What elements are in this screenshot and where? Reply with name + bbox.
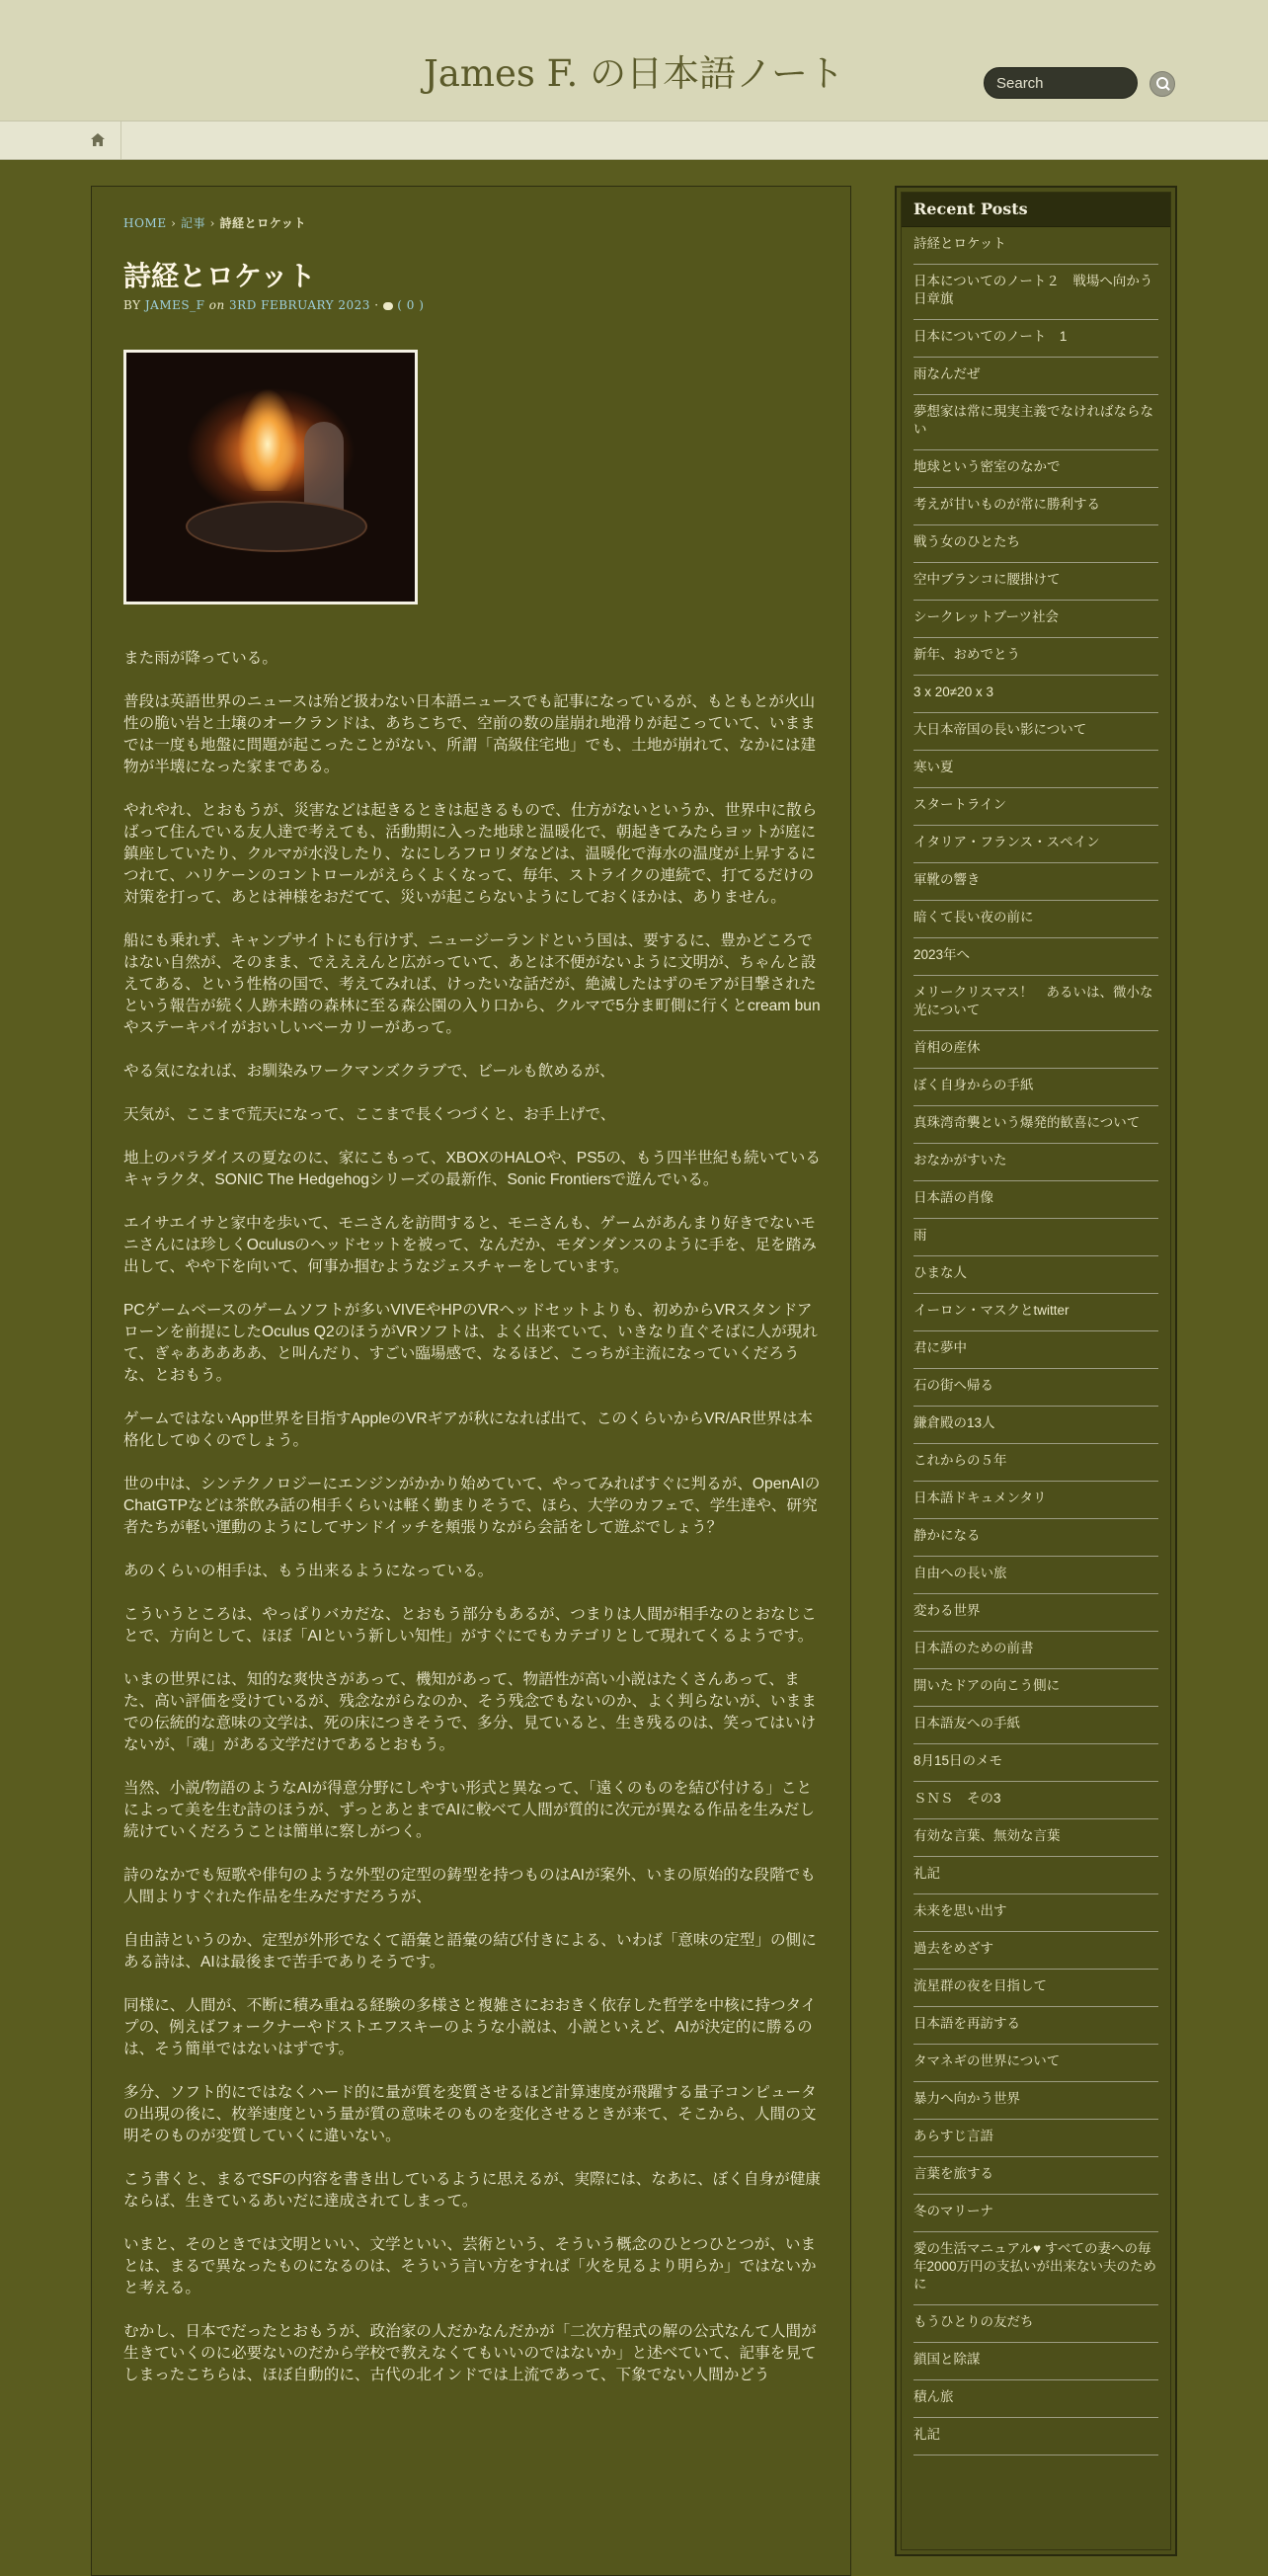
breadcrumb-current: 詩経とロケット [219, 216, 307, 230]
recent-post-link[interactable]: 3 x 20≠20 x 3 [913, 676, 1158, 713]
recent-post-link[interactable]: 日本語友への手紙 [913, 1707, 1158, 1744]
post-body [123, 648, 821, 2386]
magnifier-handle [1164, 85, 1170, 91]
recent-post-link[interactable]: ＳＮＳ その3 [913, 1782, 1158, 1819]
home-icon [91, 133, 105, 146]
post-paragraph: いまの世界には、知的な爽快さがあって、機知があって、物語性が高い小説はたくさんあって、また、高い評価を受けているが、残念ながらなのか、そう残念でもないのか、よく判らないが、いままでの伝統的な意味の文学は、死の床につきそうで、多分、見ていると、生き残るのは、笑ってはいけないが、「魂」がある文学だけであるとおもう。 [123, 1671, 817, 1753]
post-paragraph: 普段は英語世界のニュースは殆ど扱わない日本語ニュースでも記事になっているが、もともとが火山性の脆い岩と土壌のオークランドは、あちこちで、空前の数の崖崩れ地滑りが起こっていて、いままでは一度も地盤に問題が起こったことがない、所謂「高級住宅地」でも、土地が崩れて、なかには建物が半壊になった家まである。 [123, 693, 817, 775]
search-input[interactable] [984, 67, 1138, 99]
recent-posts-title: Recent Posts [902, 193, 1170, 227]
post-paragraph: 世の中は、シンテクノロジーにエンジンがかかり始めていて、やってみればすぐに判るが、OpenAIのChatGTPなどは茶飲み話の相手くらいは軽く勤まりそうで、ほら、大学のカフェで、学生達や、研究者たちが軽い運動のようにしてサンドイッチを頬張りながら会話をして遊ぶでしょう？ [123, 1476, 821, 1536]
recent-post-link[interactable]: 寒い夏 [913, 751, 1158, 788]
recent-post-link[interactable]: イタリア・フランス・スペイン [913, 826, 1158, 863]
recent-post-link[interactable]: 新年、おめでとう [913, 638, 1158, 676]
search-button[interactable] [1149, 71, 1175, 97]
post-paragraph: 船にも乗れず、キャンプサイトにも行けず、ニュージーランドという国は、要するに、豊かどころではない自然が、そのまま、でえええんと広がっていて、あとは不便がないように文明が、ちゃんと設えてある、という性格の国で、考えてみれば、けったいな話だが、絶滅したはずのモアが目撃されたという報告が続く人跡未踏の森林に至る森公園の入り口から、クルマで5分ま町側に行くとcream bunやステーキパイがおいしいベーカリーがあって。 [123, 932, 821, 1036]
recent-post-link[interactable]: 戦う女のひとたち [913, 525, 1158, 563]
recent-post-link[interactable]: 開いたドアの向こう側に [913, 1669, 1158, 1707]
recent-post-link[interactable]: 夢想家は常に現実主義でなければならない [913, 395, 1158, 450]
breadcrumb-category[interactable]: 記事 [181, 216, 206, 230]
post-paragraph: こう書くと、まるでSFの内容を書き出しているように思えるが、実際には、なあに、ぼく自身が健康ならば、生きているあいだに達成されてしまって。 [123, 2171, 821, 2210]
recent-post-link[interactable]: メリークリスマス！ あるいは、微小な光について [913, 976, 1158, 1031]
comments-link[interactable] [397, 298, 424, 312]
recent-post-link[interactable]: 積ん旅 [913, 2380, 1158, 2418]
site-title[interactable]: James F. の日本語ノート [424, 52, 844, 95]
post-paragraph: ゲームではないApp世界を目指すAppleのVRギアが秋になれば出て、このくらいからVR/AR世界は本格化してゆくのでしょう。 [123, 1410, 814, 1449]
breadcrumb-sep: › [209, 216, 216, 230]
recent-post-link[interactable]: 過去をめざす [913, 1932, 1158, 1970]
post-image [123, 350, 418, 604]
recent-post-link[interactable]: 言葉を旅する [913, 2157, 1158, 2195]
recent-post-link[interactable]: おなかがすいた [913, 1144, 1158, 1181]
recent-post-link[interactable]: 変わる世界 [913, 1594, 1158, 1632]
comments-open: ( [397, 298, 403, 312]
post-title: 詩経とロケット [123, 260, 316, 292]
recent-post-link[interactable]: 静かになる [913, 1519, 1158, 1557]
recent-post-link[interactable]: これからの５年 [913, 1444, 1158, 1482]
recent-post-link[interactable]: 礼記 [913, 2418, 1158, 2455]
post-paragraph: あのくらいの相手は、もう出来るようになっている。 [123, 1563, 494, 1579]
comment-count: 0 [406, 298, 415, 312]
post-paragraph: 詩のなかでも短歌や俳句のような外型の定型の鋳型を持つものはAIが案外、いまの原始的な段階でも人間よりすぐれた作品を生みだすだろうが、 [123, 1867, 816, 1905]
recent-post-link[interactable]: 2023年へ [913, 938, 1158, 976]
recent-post-link[interactable]: 8月15日のメモ [913, 1744, 1158, 1782]
recent-post-link[interactable]: 地球という密室のなかで [913, 450, 1158, 488]
recent-post-link[interactable]: スタートライン [913, 788, 1158, 826]
recent-post-link[interactable]: 暴力へ向かう世界 [913, 2082, 1158, 2120]
recent-post-link[interactable]: 軍靴の響き [913, 863, 1158, 901]
post-paragraph: 同様に、人間が、不断に積み重ねる経験の多様さと複雑さにおおきく依存した哲学を中核に持つタイプの、例えばフォークナーやドストエフスキーのような小説は、小説といえど、AIが決定的に勝るのは、そう簡単ではないはずです。 [123, 1997, 817, 2057]
recent-post-link[interactable]: 大日本帝国の長い影について [913, 713, 1158, 751]
recent-post-link[interactable]: 暗くて長い夜の前に [913, 901, 1158, 938]
post-paragraph: 多分、ソフト的にではなくハード的に量が質を変質させるほど計算速度が飛躍する量子コンピュータの出現の後に、枚挙速度という量が質の意味そのものを変化させるときが来て、そこから、人間の文明そのものが変質していくに違いない。 [123, 2084, 817, 2144]
recent-post-link[interactable]: 鎖国と除謀 [913, 2343, 1158, 2380]
photo-pan [186, 501, 367, 552]
byline-dot: · [374, 298, 379, 312]
recent-post-link[interactable]: イーロン・マスクとtwitter [913, 1294, 1158, 1331]
nav-home[interactable] [77, 121, 121, 159]
photo-flame [233, 374, 302, 491]
recent-post-link[interactable]: 首相の産休 [913, 1031, 1158, 1069]
recent-posts-list [902, 227, 1170, 2455]
post-paragraph: 天気が、ここまで荒天になって、ここまで長くつづくと、お手上げで、 [123, 1106, 616, 1123]
recent-post-link[interactable]: もうひとりの友だち [913, 2305, 1158, 2343]
post-paragraph: こういうところは、やっぱりバカだな、とおもう部分もあるが、つまりは人間が相手なのとおなじことで、方向として、ほぼ「AIという新しい知性」がすぐにでもカテゴリとして現れてくるようです。 [123, 1606, 817, 1645]
post-paragraph: むかし、日本でだったとおもうが、政治家の人だかなんだかが「二次方程式の解の公式なんて人間が生きていくのに必要ないのだから学校で教えなくてもいいのではないか」と述べていて、記事を見てしまったこちらは、ほぼ自動的に、古代の北インドでは上流であって、下象でない人間かどう [123, 2323, 817, 2383]
site-header [0, 0, 1268, 121]
recent-post-link[interactable]: 愛の生活マニュアル♥ すべての妻への毎年2000万円の支払いが出来ない夫のために [913, 2232, 1158, 2305]
recent-post-link[interactable]: 礼記 [913, 1857, 1158, 1894]
comment-icon [383, 302, 393, 310]
recent-post-link[interactable]: 未来を思い出す [913, 1894, 1158, 1932]
byline-by: BY [123, 298, 141, 312]
recent-post-link[interactable]: 日本語を再訪する [913, 2007, 1158, 2045]
comments-close: ) [419, 298, 425, 312]
recent-post-link[interactable]: 君に夢中 [913, 1331, 1158, 1369]
post-paragraph: PCゲームベースのゲームソフトが多いVIVEやHPのVRヘッドセットよりも、初めからVRスタンドアローンを前提にしたOculus Q2のほうがVRソフトは、よく出来ていて、いきなり直ぐそばに人が現れて、ぎゃあああああ、と叫んだり、すごい臨場感で、なるほど、こっちが主流になっていくだろうな、とおもう。 [123, 1302, 818, 1384]
post-paragraph: エイサエイサと家中を歩いて、モニさんを訪問すると、モニさんも、ゲームがあんまり好きでないモニさんには珍しくOculusのヘッドセットを被って、なんだか、モダンダンスのように手を、足を踏み出して、やや下を向いて、何事か掴むようなジェスチャーをしています。 [123, 1215, 817, 1275]
recent-post-link[interactable]: 真珠湾奇襲という爆発的歓喜について [913, 1106, 1158, 1144]
main-content [91, 186, 851, 2576]
recent-post-link[interactable]: 詩経とロケット [913, 227, 1158, 265]
article [123, 214, 821, 2408]
recent-post-link[interactable]: 自由への長い旅 [913, 1557, 1158, 1594]
recent-post-link[interactable]: シークレットブーツ社会 [913, 601, 1158, 638]
recent-post-link[interactable]: 空中ブランコに腰掛けて [913, 563, 1158, 601]
post-meta [123, 298, 821, 312]
recent-post-link[interactable]: ひまな人 [913, 1256, 1158, 1294]
recent-post-link[interactable]: 雨 [913, 1219, 1158, 1256]
post-paragraph: やる気になれば、お馴染みワークマンズクラブで、ビールも飲めるが、 [123, 1063, 615, 1080]
breadcrumb-home[interactable]: HOME [123, 216, 167, 230]
recent-post-link[interactable]: 有効な言葉、無効な言葉 [913, 1819, 1158, 1857]
post-paragraph: また雨が降っている。 [123, 650, 277, 667]
breadcrumb [123, 214, 821, 231]
breadcrumb-sep: › [171, 216, 177, 230]
nav-bar [0, 121, 1268, 160]
recent-posts-widget [901, 192, 1171, 2550]
recent-post-link[interactable]: 雨なんだぜ [913, 358, 1158, 395]
recent-post-link[interactable]: 考えが甘いものが常に勝利する [913, 488, 1158, 525]
recent-post-link[interactable]: 日本についてのノート２ 戦場へ向かう日章旗 [913, 265, 1158, 320]
recent-post-link[interactable]: タマネギの世界について [913, 2045, 1158, 2082]
byline-on: on [208, 298, 225, 312]
author-link[interactable]: JAMES_F [144, 298, 205, 312]
recent-post-link[interactable]: ぼく自身からの手紙 [913, 1069, 1158, 1106]
post-paragraph: 当然、小説/物語のようなAIが得意分野にしやすい形式と異なって、「遠くのものを結び付ける」ことによって美を生む詩のほうが、ずっとあとまでAIに較べて人間が質的に次元が異なる作品を生みだし続けていくだろうことは簡単に察しがつく。 [123, 1780, 815, 1840]
recent-post-link[interactable]: 日本についてのノート 1 [913, 320, 1158, 358]
recent-post-link[interactable]: 日本語の肖像 [913, 1181, 1158, 1219]
post-date[interactable]: 3RD FEBRUARY 2023 [229, 298, 370, 312]
recent-post-link[interactable]: 鎌倉殿の13人 [913, 1407, 1158, 1444]
recent-post-link[interactable]: あらすじ言語 [913, 2120, 1158, 2157]
sidebar [895, 186, 1177, 2556]
post-paragraph: やれやれ、とおもうが、災害などは起きるときは起きるもので、仕方がないというか、世界中に散らばって住んでいる友人達で考えても、活動期に入った地球と温暖化で、朝起きてみたらヨットが庭に鎮座していたり、クルマが水没したり、なにしろフロリダなどは、温暖化で海水の温度が上昇するにつれて、ハリケーンのコントロールがえらくよくなって、毎年、ストライクの連続で、打てるだけの対策を打って、あとは神様をおだてて、災いが起こらないようにしておくほかは、ありません。 [123, 802, 818, 906]
recent-post-link[interactable]: 冬のマリーナ [913, 2195, 1158, 2232]
post-paragraph: 地上のパラダイスの夏なのに、家にこもって、XBOXのHALOや、PS5の、もう四半世紀も続いているキャラクタ、SONIC The Hedgehogシリーズの最新作、Sonic Frontiersで遊んでいる。 [123, 1150, 821, 1188]
recent-post-link[interactable]: 石の街へ帰る [913, 1369, 1158, 1407]
recent-post-link[interactable]: 流星群の夜を目指して [913, 1970, 1158, 2007]
post-paragraph: いまと、そのときでは文明といい、文学といい、芸術という、そういう概念のひとつひとつが、いまとは、まるで異なったものになるのは、そういう言い方をすれば「火を見るより明らか」ではないかと考える。 [123, 2236, 817, 2296]
recent-post-link[interactable]: 日本語ドキュメンタリ [913, 1482, 1158, 1519]
recent-post-link[interactable]: 日本語のための前書 [913, 1632, 1158, 1669]
post-paragraph: 自由詩というのか、定型が外形でなくて語彙と語彙の結び付きによる、いわば「意味の定型」の側にある詩は、AIは最後まで苦手でありそうです。 [123, 1932, 817, 1971]
